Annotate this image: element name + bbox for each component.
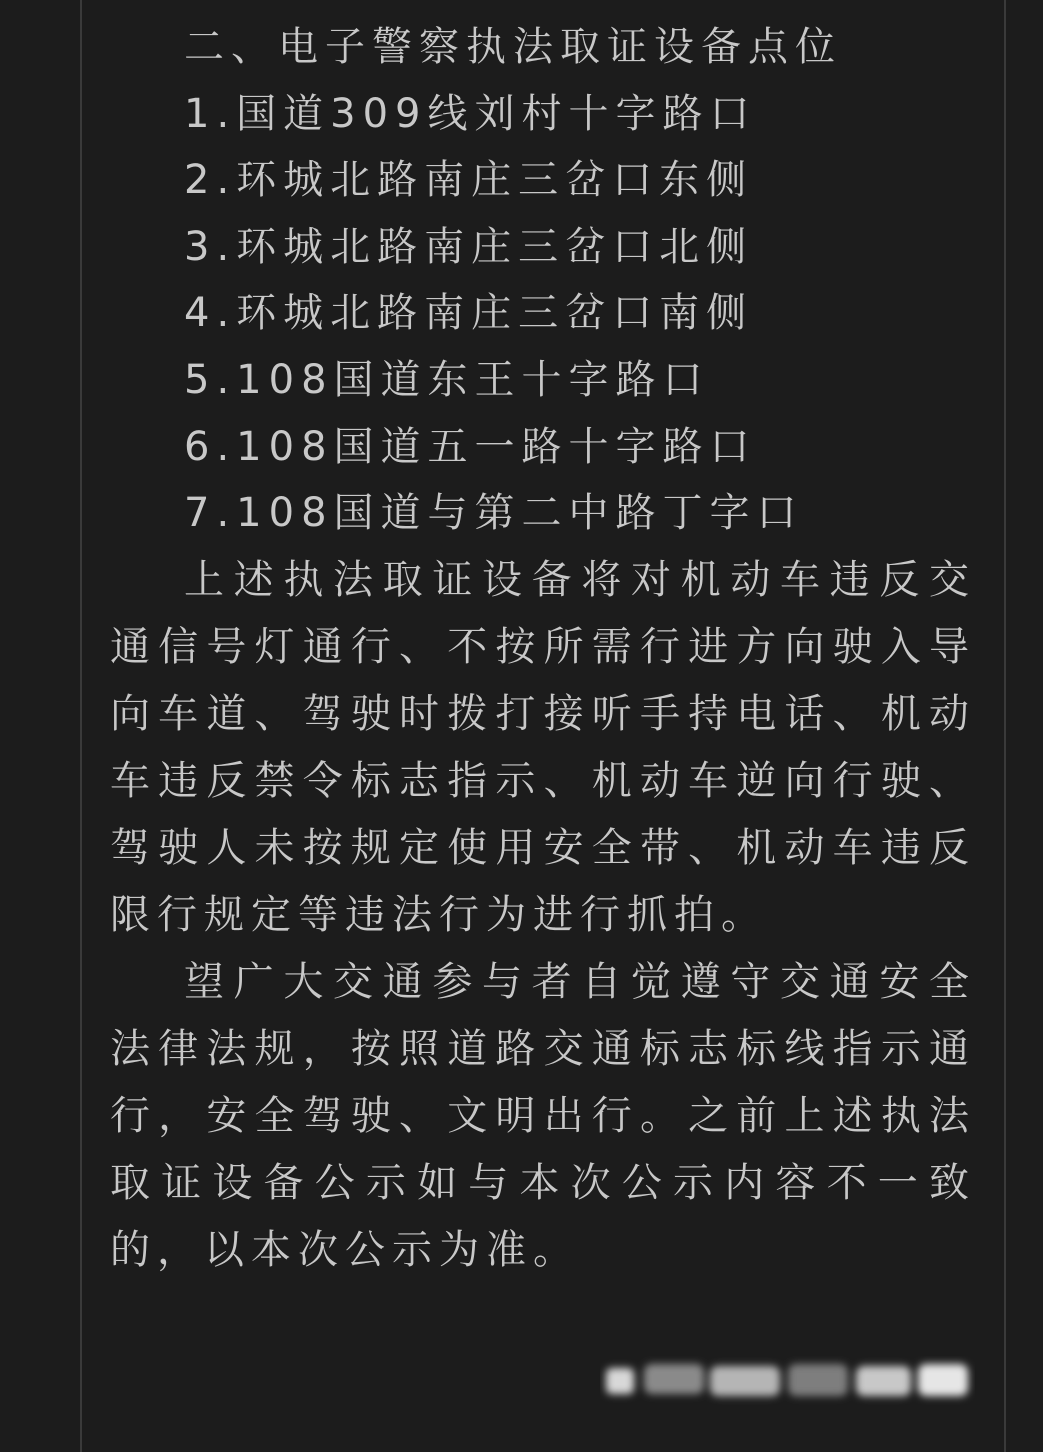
- paragraph: 望广大交通参与者自觉遵守交通安全法律法规，按照道路交通标志标线指示通行，安全驾驶、文明出行。之前上述执法取证设备公示如与本次公示内容不一致的，以本次公示为准。: [110, 958, 976, 1273]
- list-item: 2.环城北路南庄三岔口东侧: [184, 157, 754, 204]
- section-heading: 二、电子警察执法取证设备点位: [184, 24, 842, 70]
- list-item: 4.环城北路南庄三岔口南侧: [184, 290, 754, 337]
- redacted-signature: [600, 1356, 975, 1406]
- list-item: 7.108国道与第二中路丁字口: [184, 490, 804, 537]
- blurred-signature-icon: [600, 1356, 975, 1406]
- document-body: [110, 14, 976, 1284]
- list-item: 5.108国道东王十字路口: [184, 356, 710, 403]
- right-margin-rule: [1004, 0, 1006, 1452]
- list-item: 1.国道309线刘村十字路口: [184, 90, 757, 137]
- list-item: 3.环城北路南庄三岔口北侧: [184, 223, 754, 270]
- list-item: 6.108国道五一路十字路口: [184, 423, 757, 470]
- left-margin-rule: [80, 0, 82, 1452]
- paragraph: 上述执法取证设备将对机动车违反交通信号灯通行、不按所需行进方向驶入导向车道、驾驶时拨打接听手持电话、机动车违反禁令标志指示、机动车逆向行驶、驾驶人未按规定使用安全带、机动车违反限行规定等违法行为进行抓拍。: [110, 556, 976, 938]
